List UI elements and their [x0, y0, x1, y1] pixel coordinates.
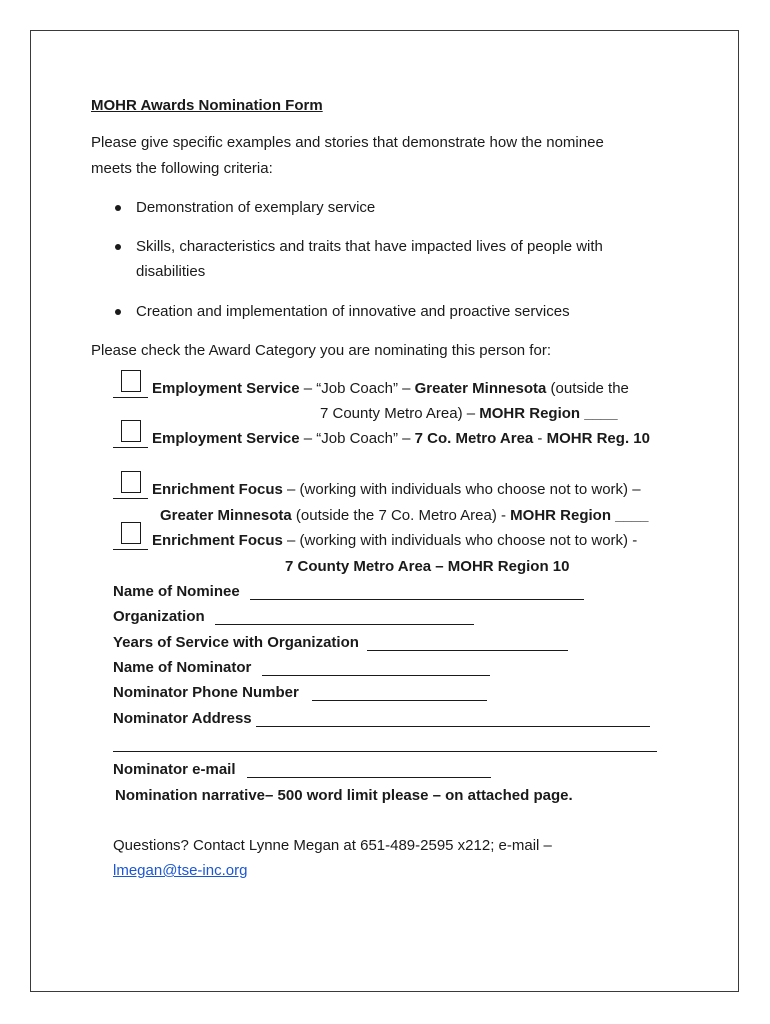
narrative-note: Nomination narrative– 500 word limit please – on attached page. [115, 787, 573, 804]
bullet-icon [115, 205, 121, 211]
checkbox-enrichment-greater-mn[interactable] [121, 471, 141, 493]
checkbox-employment-metro[interactable] [121, 420, 141, 442]
contact-text: Questions? Contact Lynne Megan at 651-489-2595 x212; e-mail – [113, 837, 552, 854]
category-enrichment-greater-mn: Enrichment Focus – (working with individuals who choose not to work) – [152, 481, 641, 498]
category-enrichment-metro-cont: 7 County Metro Area – MOHR Region 10 [285, 558, 570, 575]
years-of-service-label: Years of Service with Organization [113, 634, 359, 651]
checkbox-underline [113, 498, 148, 499]
years-of-service-field[interactable] [367, 650, 568, 651]
checkbox-enrichment-metro[interactable] [121, 522, 141, 544]
bullet-icon [115, 309, 121, 315]
criteria-item: Demonstration of exemplary service [136, 199, 376, 216]
category-prompt: Please check the Award Category you are nominating this person for: [91, 342, 551, 359]
category-enrichment-metro: Enrichment Focus – (working with individuals who choose not to work) - [152, 532, 638, 549]
checkbox-underline [113, 447, 148, 448]
contact-email-link[interactable]: lmegan@tse-inc.org [113, 862, 248, 879]
nominator-address-field[interactable] [256, 726, 650, 727]
checkbox-underline [113, 397, 148, 398]
criteria-item: Skills, characteristics and traits that have impacted lives of people with [136, 238, 603, 255]
nominator-name-label: Name of Nominator [113, 659, 252, 676]
category-employment-greater-mn-cont: 7 County Metro Area) – MOHR Region ____ [320, 405, 618, 422]
nominator-phone-label: Nominator Phone Number [113, 684, 299, 701]
category-enrichment-greater-mn-cont: Greater Minnesota (outside the 7 Co. Metro Area) - MOHR Region ____ [160, 507, 649, 524]
checkbox-employment-greater-mn[interactable] [121, 370, 141, 392]
organization-label: Organization [113, 608, 205, 625]
intro-text-cont: meets the following criteria: [91, 160, 273, 177]
nominator-address-label: Nominator Address [113, 710, 252, 727]
nominator-email-label: Nominator e-mail [113, 761, 236, 778]
nominator-email-field[interactable] [247, 777, 491, 778]
category-employment-greater-mn: Employment Service – “Job Coach” – Greater Minnesota (outside the [152, 380, 629, 397]
criteria-item-cont: disabilities [136, 263, 206, 280]
category-employment-metro: Employment Service – “Job Coach” – 7 Co. Metro Area - MOHR Reg. 10 [152, 430, 650, 447]
contact-email-line [113, 861, 247, 881]
nominee-name-field[interactable] [250, 599, 584, 600]
form-title: MOHR Awards Nomination Form [91, 97, 323, 114]
nominator-address-field-line2[interactable] [113, 751, 657, 752]
nominator-phone-field[interactable] [312, 700, 487, 701]
criteria-item: Creation and implementation of innovative and proactive services [136, 303, 570, 320]
nominator-name-field[interactable] [262, 675, 490, 676]
checkbox-underline [113, 549, 148, 550]
organization-field[interactable] [215, 624, 474, 625]
bullet-icon [115, 244, 121, 250]
nominee-name-label: Name of Nominee [113, 583, 240, 600]
intro-text: Please give specific examples and stories that demonstrate how the nominee [91, 134, 604, 151]
